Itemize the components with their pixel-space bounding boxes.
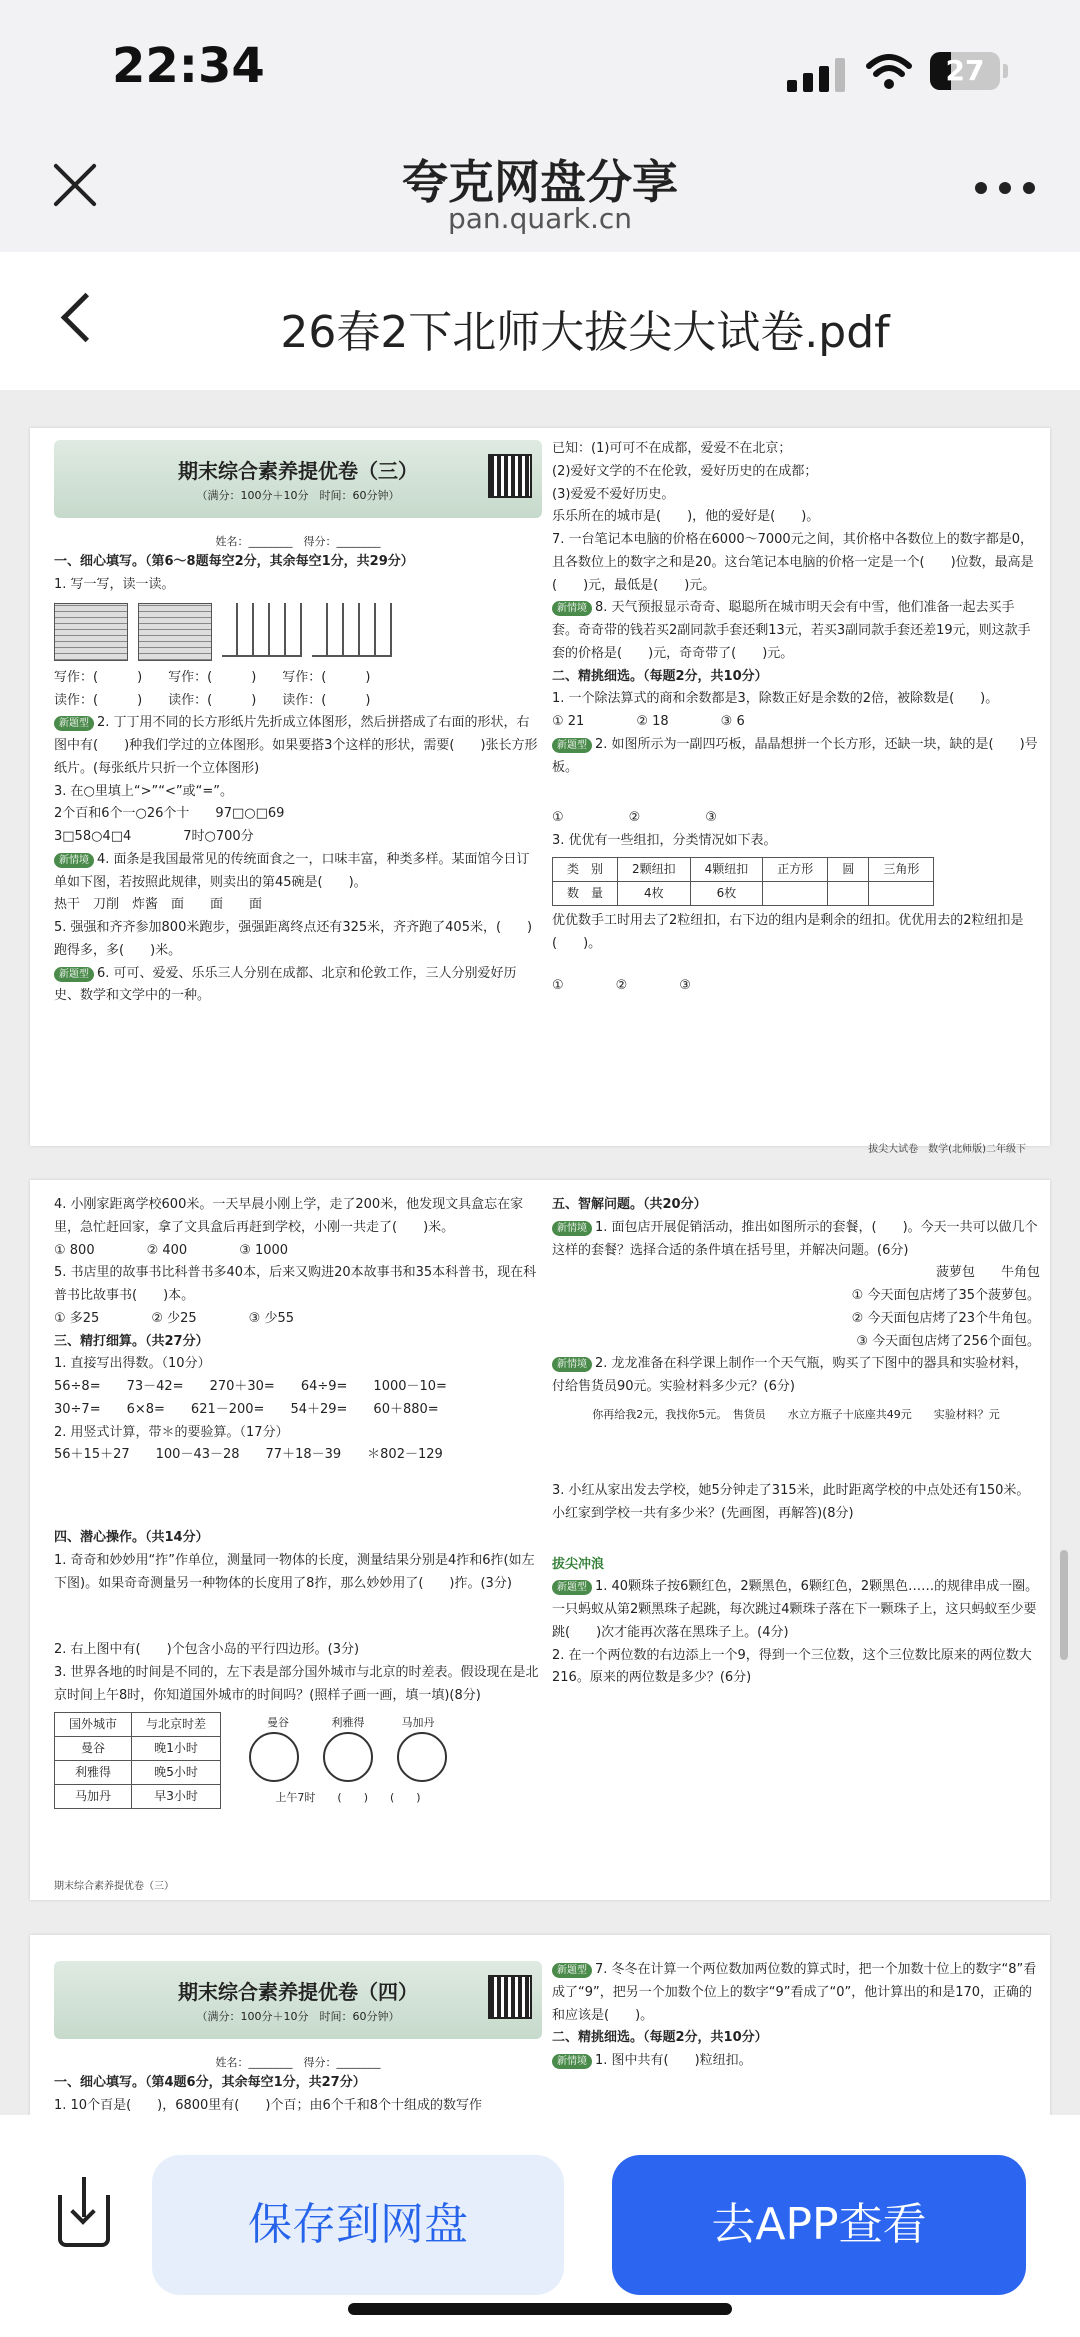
question-text: 4. 面条是我国最常见的传统面食之一，口味丰富，种类多样。某面馆今日订单如下图，若按照此规律，则卖出的第45碗是( )。 [54, 851, 530, 890]
question-text: 2. 龙龙准备在科学课上制作一个天气瓶，购买了下图中的器具和实验材料，付给售货员90元。实验材料多少元？(6分) [552, 1356, 1028, 1394]
question: 4. 小刚家距离学校600米。一天早晨小刚上学，走了200米，他发现文具盒忘在家里，急忙赶回家，拿了文具盒后再赶到学校，小刚一共走了( )米。 [54, 1197, 524, 1235]
question-tag: 新题型 [552, 1580, 592, 1595]
qr-code-icon [488, 454, 532, 498]
pdf-page-1 [30, 428, 1050, 1155]
question: 5. 书店里的故事书比科普书多40本，后来又购进20本故事书和35本科普书，现在科普书比故事书( )本。 [54, 1265, 537, 1303]
open-in-app-button[interactable]: 去APP查看 [612, 2155, 1026, 2295]
question-text: 2. 丁丁用不同的长方形纸片先折成立体图形，然后拼搭成了右面的形状，右图中有( )种我们学过的立体图形。如果要搭3个这样的形状，需要( )张长方形纸片。(每张纸片只折一个立体图形) [54, 715, 538, 776]
cube-figure [138, 603, 212, 661]
clock-label: 马加丹 [401, 1715, 435, 1729]
wifi-icon [866, 52, 912, 92]
table-cell: 类 别 [553, 857, 618, 881]
table-cell: 早3小时 [132, 1784, 221, 1808]
footer-text: 拔尖大试卷 数学(北师版)二年级下 [868, 1144, 1026, 1155]
table-cell: 圆 [828, 857, 869, 881]
table-cell: 4枚 [618, 881, 691, 905]
signal-icon [787, 58, 847, 92]
file-name: 26春2下北师大拔尖大试卷.pdf [280, 307, 890, 358]
question: 1. 10个百是( )，6800里有( )个百；由6个千和8个十组成的数写作 [54, 2098, 482, 2113]
question [54, 712, 542, 780]
table-cell: 数 量 [553, 881, 618, 905]
question-tag: 新情境 [552, 2054, 592, 2069]
section-heading: 四、潜心操作。（共14分） [54, 1530, 209, 1545]
table-cell: 国外城市 [55, 1712, 132, 1736]
table-cell: 6枚 [690, 881, 763, 905]
battery-level: 27 [945, 54, 985, 87]
section-heading: 拔尖冲浪 [552, 1556, 605, 1572]
qr-code-icon [488, 1975, 532, 2019]
question [552, 1959, 1040, 2027]
question-tag: 新情境 [54, 853, 94, 868]
question [552, 1576, 1040, 1644]
pdf-viewer[interactable] [0, 390, 1080, 2115]
page1-left [54, 428, 542, 1146]
exam-title: 期末综合素养提优卷（三） [178, 459, 418, 483]
table-cell: 晚5小时 [132, 1760, 221, 1784]
question: 3□58○4□4 7时○700分 [54, 829, 254, 844]
question: 3. 世界各地的时间是不同的，左下表是部分国外城市与北京的时差表。假设现在是北京时间上午8时，你知道国外城市的时间吗？(照样子画一画，填一填)(8分) [54, 1665, 539, 1703]
question-tag: 新情境 [552, 1357, 592, 1372]
calc-row: 56÷8= 73－42= 270＋30= 64÷9= 1000－10= [54, 1379, 447, 1394]
file-bar [0, 252, 1080, 390]
noodle-labels: 热干 刀削 炸酱 面 面 面 [54, 897, 263, 913]
question-tag: 新情境 [552, 601, 592, 616]
cube-figure [54, 603, 128, 661]
status-bar [0, 0, 1080, 130]
page-footer [54, 1877, 1026, 1892]
page1-right [552, 428, 1040, 1146]
exam-banner [54, 440, 542, 518]
question-tag: 新题型 [552, 738, 592, 753]
question: 1. 一个除法算式的商和余数都是3，除数正好是余数的2倍，被除数是( )。 [552, 691, 999, 707]
question: 3. 小红从家出发去学校，她5分钟走了315米，此时距离学校的中点处还有150米。小红家到学校一共有多少米？(先画图，再解答)(8分) [552, 1483, 1030, 1521]
table-cell: 曼谷 [55, 1736, 132, 1760]
question [552, 1353, 1040, 1399]
question-tag: 新题型 [552, 1963, 592, 1978]
exam-subtitle: （满分：100分＋10分 时间：60分钟） [196, 489, 400, 502]
timezone-table [54, 1712, 221, 1809]
options: ① 800 ② 400 ③ 1000 [54, 1242, 289, 1258]
pdf-page-2 [30, 1180, 1050, 1900]
figure-row [54, 603, 542, 661]
download-icon[interactable] [58, 2195, 110, 2247]
table-cell: 晚1小时 [132, 1736, 221, 1760]
condition: ① 今天面包店烤了35个菠萝包。 [851, 1288, 1040, 1303]
condition: ② 今天面包店烤了23个牛角包。 [851, 1310, 1040, 1326]
question-tag: 新题型 [54, 967, 94, 982]
question: 3. 优优有一些组扣，分类情况如下表。 [552, 833, 777, 848]
section-heading: 三、精打细算。（共27分） [54, 1333, 209, 1349]
exam-subtitle: （满分：100分＋10分 时间：60分钟） [196, 2010, 400, 2023]
scrollbar[interactable] [1060, 1550, 1068, 1660]
question: 乐乐所在的城市是( )，他的爱好是( )。 [552, 509, 820, 525]
clock-icon [249, 1732, 299, 1782]
question: 已知：(1)可可不在成都，爱爱不在北京； [552, 441, 792, 456]
exam-title: 期末综合素养提优卷（四） [178, 1980, 418, 2004]
question-tag: 新题型 [54, 716, 94, 731]
question-text: 6. 可可、爱爱、乐乐三人分别在成都、北京和伦敦工作，三人分别爱好历史、数学和文学中的一种。 [54, 965, 517, 1004]
question [54, 963, 542, 1009]
button-table [552, 857, 934, 906]
question-text: 8. 天气预报显示奇奇、聪聪所在城市明天会有中雪，他们准备一起去买手套。奇奇带的钱若买2副同款手套还剩13元，若买3副同款手套还差19元，则这款手套的价格是( )元，奇奇带了( )元。 [552, 600, 1031, 661]
condition: ③ 今天面包店烤了256个面包。 [856, 1333, 1040, 1349]
status-time: 22:34 [112, 38, 265, 94]
clock-icon [397, 1732, 447, 1782]
name-line: 姓名：________ 得分：________ [215, 535, 381, 548]
question: 5. 强强和齐齐参加800米跑步，强强距离终点还有325米，齐齐跑了405米，( )跑得多，多( )米。 [54, 920, 533, 958]
table-cell: 马加丹 [55, 1784, 132, 1808]
timezone-block [54, 1708, 542, 1813]
question-text: 7. 冬冬在计算一个两位数加两位数的算式时，把一个加数十位上的数字“8”看成了“9”，把另一个加数个位上的数字“9”看成了“0”，他计算出的和是170，正确的和应该是( )。 [552, 1962, 1037, 2023]
clock-caption: 上午7时 ( ) ( ) [275, 1791, 421, 1805]
options: ① 21 ② 18 ③ 6 [552, 714, 745, 729]
question: 优优数手工时用去了2粒纽扣，右下边的组内是剩余的纽扣。优优用去的2粒纽扣是( )。 [552, 912, 1024, 951]
question [552, 2050, 1040, 2073]
question-tag: 新情境 [552, 1221, 592, 1236]
section-heading: 一、细心填写。（第4题6分，其余每空1分，共27分） [54, 2075, 366, 2091]
question: (2)爱好文学的不在伦敦，爱好历史的在成都； [552, 463, 818, 479]
section-heading: 二、精挑细选。（每题2分，共10分） [552, 2030, 768, 2046]
question: 2. 用竖式计算，带＊的要验算。（17分） [54, 1424, 289, 1440]
options: ① 多25 ② 少25 ③ 少55 [54, 1310, 294, 1326]
question-text: 1. 图中共有( )粒纽扣。 [595, 2053, 752, 2068]
header-title: 夸克网盘分享 [402, 155, 678, 209]
question: 1. 写一写，读一读。 [54, 577, 175, 592]
section-heading: 五、智解问题。（共20分） [552, 1197, 707, 1212]
question: 2个百和6个一○26个十 97□○□69 [54, 806, 285, 822]
more-icon[interactable] [975, 182, 1035, 196]
options: ① ② ③ [552, 810, 717, 826]
table-cell: 4颗纽扣 [690, 857, 763, 881]
name-line: 姓名：________ 得分：________ [215, 2056, 381, 2069]
bread-labels: 菠萝包 牛角包 [935, 1265, 1040, 1281]
question-text: 2. 如图所示为一副四巧板，晶晶想拼一个长方形，还缺一块，缺的是( )号板。 [552, 736, 1038, 775]
section-heading: 一、细心填写。（第6～8题每空2分，其余每空1分，共29分） [54, 554, 414, 570]
home-indicator [348, 2303, 732, 2315]
question: 2. 右上图中有( )个包含小岛的平行四边形。(3分) [54, 1642, 360, 1658]
answer-line: 读作：( ) 读作：( ) 读作：( ) [54, 692, 371, 708]
question: (3)爱爱不爱好历史。 [552, 486, 675, 502]
page2-right [552, 1180, 1040, 1900]
question [552, 1217, 1040, 1263]
question [552, 597, 1040, 665]
table-cell: 三角形 [869, 857, 934, 881]
table-cell: 利雅得 [55, 1760, 132, 1784]
calc-row: 56＋15＋27 100－43－28 77＋18－39 ＊802－129 [54, 1447, 443, 1463]
table-cell: 2颗纽扣 [618, 857, 691, 881]
question: 1. 直接写出得数。（10分） [54, 1356, 211, 1372]
question [552, 734, 1040, 780]
clock-icon [323, 1732, 373, 1782]
page2-left [54, 1180, 542, 1900]
figure-caption: 你再给我2元，我找你5元。 售货员 水立方瓶子十底座共49元 实验材料？元 [592, 1407, 1000, 1421]
page3-left [54, 1935, 542, 2135]
table-cell: 正方形 [763, 857, 828, 881]
answer-line: 写作：( ) 写作：( ) 写作：( ) [54, 669, 371, 685]
clock-label: 曼谷 [267, 1715, 290, 1729]
exam-banner [54, 1961, 542, 2039]
save-to-drive-button[interactable]: 保存到网盘 [152, 2155, 564, 2295]
question-text: 1. 40颗珠子按6颗红色，2颗黑色，6颗红色，2颗黑色……的规律串成一圈。一只蚂蚁从第2颗黑珠子起跳，每次跳过4颗珠子落在下一颗珠子上，这只蚂蚁至少要跳( )次才能再次落在黑珠子上。(4分) [552, 1579, 1039, 1640]
question: 3. 在○里填上“>”“<”或“=”。 [54, 783, 233, 799]
abacus-figure [312, 603, 392, 657]
calc-row: 30÷7= 6×8= 621－200= 54＋29= 60＋880= [54, 1401, 439, 1417]
share-header [0, 130, 1080, 252]
question [54, 849, 542, 895]
clocks [237, 1713, 459, 1808]
question-text: 1. 面包店开展促销活动，推出如图所示的套餐，( )。今天一共可以做几个这样的套餐？选择合适的条件填在括号里，并解决问题。(6分) [552, 1219, 1038, 1258]
options: ① ② ③ [552, 978, 691, 994]
question: 7. 一台笔记本电脑的价格在6000～7000元之间，其价格中各数位上的数字都是0，且各数位上的数字之和是20。这台笔记本电脑的价格一定是一个( )位数，最高是( )元，最低是( )元。 [552, 532, 1034, 593]
section-heading: 二、精挑细选。（每题2分，共10分） [552, 668, 768, 684]
abacus-figure [222, 603, 302, 657]
footer-text: 期末综合素养提优卷（三） [54, 1881, 174, 1892]
battery-icon [930, 52, 1000, 90]
back-icon[interactable] [56, 294, 96, 344]
question: 2. 在一个两位数的右边添上一个9，得到一个三位数，这个三位数比原来的两位数大216。原来的两位数是多少？(6分) [552, 1647, 1032, 1686]
header-domain: pan.quark.cn [447, 202, 633, 235]
question: 1. 奇奇和妙妙用“拃”作单位，测量同一物体的长度，测量结果分别是4拃和6拃(如左下图)。如果奇奇测量另一种物体的长度用了8拃，那么妙妙用了( )拃。(3分) [54, 1552, 535, 1591]
page3-right [552, 1935, 1040, 2135]
pdf-page-3 [30, 1935, 1050, 2135]
table-cell: 与北京时差 [132, 1712, 221, 1736]
clock-label: 利雅得 [331, 1715, 365, 1729]
